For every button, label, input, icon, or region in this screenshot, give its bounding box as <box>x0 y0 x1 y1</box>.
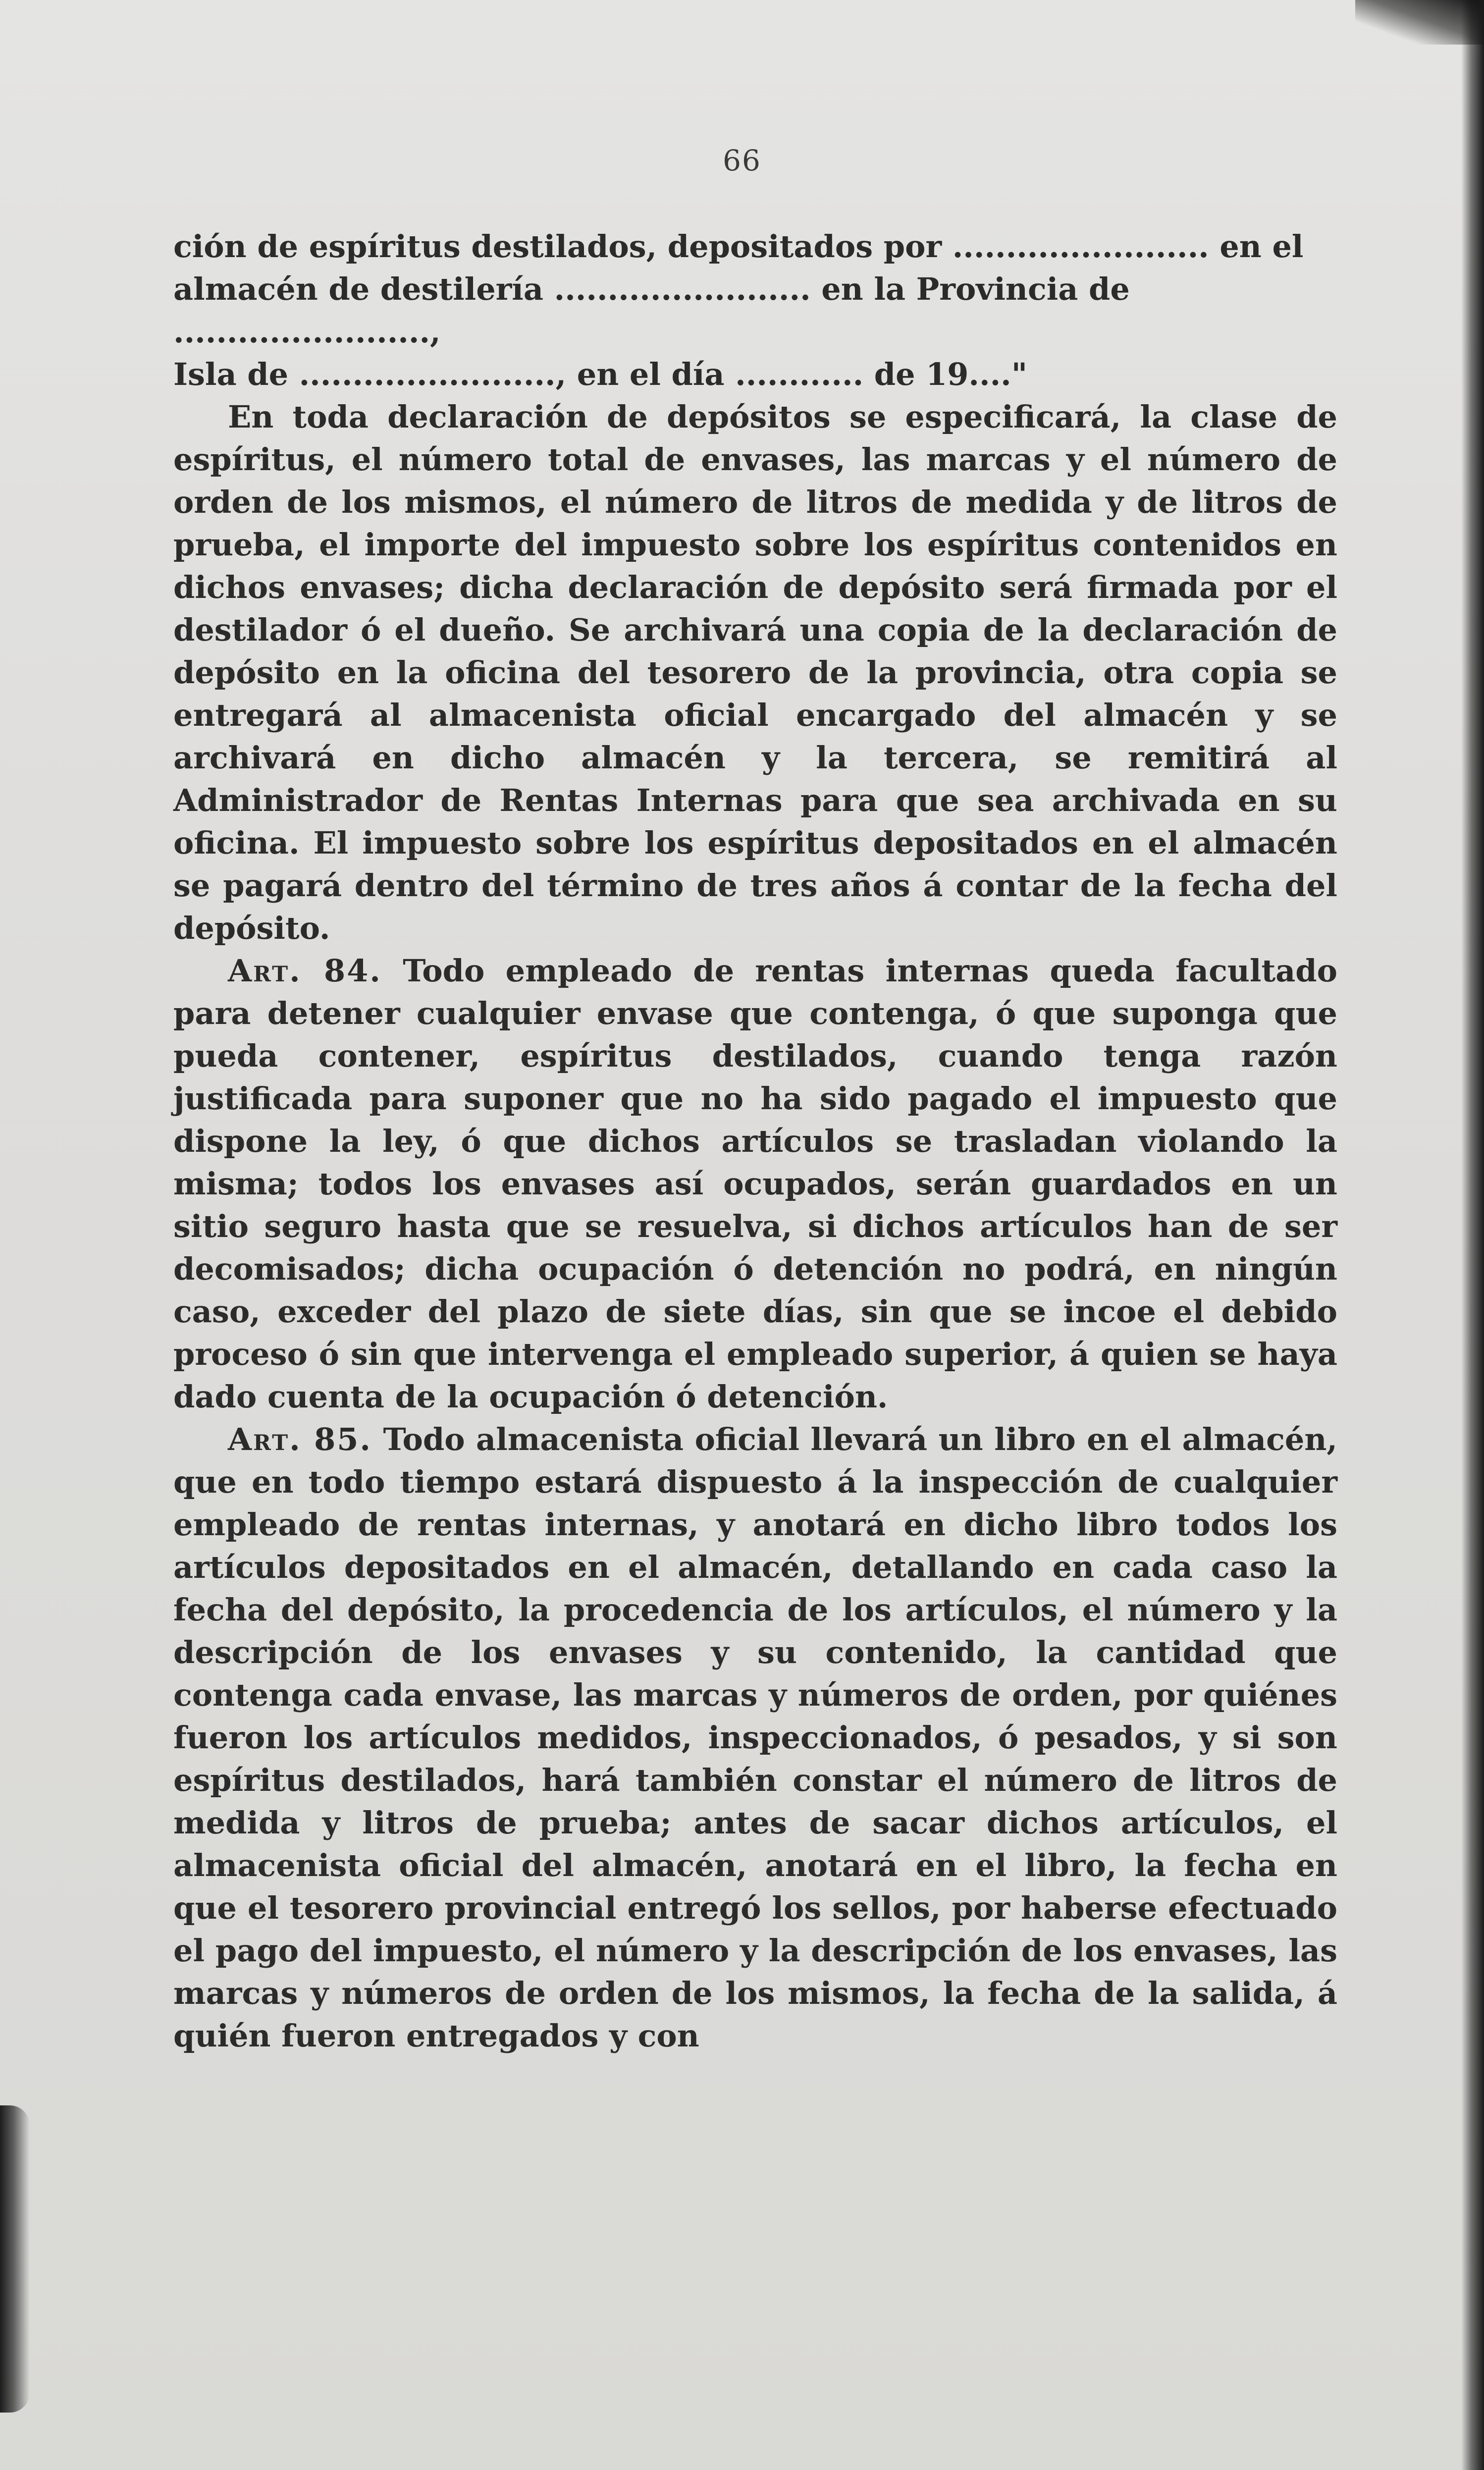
body-text <box>173 225 1337 2057</box>
form-line: Isla de ........................, en el día ............ de 19...." <box>173 356 1028 392</box>
article-label: Art. 84. <box>228 953 382 989</box>
form-line: almacén de destilería ........................ en la Provincia de ........................, <box>173 271 1130 350</box>
paragraph-art-84 <box>173 950 1337 1418</box>
paragraph-text: Todo almacenista oficial llevará un libro en el almacén, que en todo tiempo estará dispuesto á la inspección de cualquier empleado de rentas internas, y anotará en dicho libro todos los artículos depositados en el almacén, detallando en cada caso la fecha del depósito, la procedencia de los artículos, el número y la descripción de los envases y su contenido, la cantidad que contenga cada envase, las marcas y números de orden, por quiénes fueron los artículos medidos, inspeccionados, ó pesados, y si son espíritus destilados, hará también constar el número de litros de medida y litros de prueba; antes de sacar dichos artículos, el almacenista oficial del almacén, anotará en el libro, la fecha en que el tesorero provincial entregó los sellos, por haberse efectuado el pago del impuesto, el número y la descripción de los envases, las marcas y números de orden de los mismos, la fecha de la salida, á quién fueron entregados y con <box>173 1421 1337 2054</box>
paragraph-text: En toda declaración de depósitos se especificará, la clase de espíritus, el número total de envases, las marcas y el número de orden de los mismos, el número de litros de medida y de litros de prueba, el importe del impuesto sobre los espíritus contenidos en dichos envases; dicha declaración de depósito será firmada por el destilador ó el dueño. Se archivará una copia de la declaración de depósito en la oficina del tesorero de la provincia, otra copia se entregará al almacenista oficial encargado del almacén y se archivará en dicho almacén y la tercera, se remitirá al Administrador de Rentas Internas para que sea archivada en su oficina. El impuesto sobre los espíritus depositados en el almacén se pagará dentro del término de tres años á contar de la fecha del depósito. <box>173 399 1337 946</box>
paragraph-text: Todo empleado de rentas internas queda facultado para detener cualquier envase que contenga, ó que suponga que pueda contener, espíritus destilados, cuando tenga razón justificada para suponer que no ha sido pagado el impuesto que dispone la ley, ó que dichos artículos se trasladan violando la misma; todos los envases así ocupados, serán guardados en un sitio seguro hasta que se resuelva, si dichos artículos han de ser decomisados; dicha ocupación ó detención no podrá, en ningún caso, exceder del plazo de siete días, sin que se incoe el debido proceso ó sin que intervenga el empleado superior, á quien se haya dado cuenta de la ocupación ó detención. <box>173 953 1337 1415</box>
thumb-shadow <box>0 2105 30 2413</box>
form-line: ción de espíritus destilados, depositados por ........................ en el <box>173 228 1304 265</box>
paragraph-art-85 <box>173 1418 1337 2057</box>
article-label: Art. 85. <box>228 1421 372 1457</box>
paragraph-declaracion <box>173 396 1337 950</box>
page-number: 66 <box>723 144 761 177</box>
page-edge-shadow <box>1461 0 1484 2470</box>
